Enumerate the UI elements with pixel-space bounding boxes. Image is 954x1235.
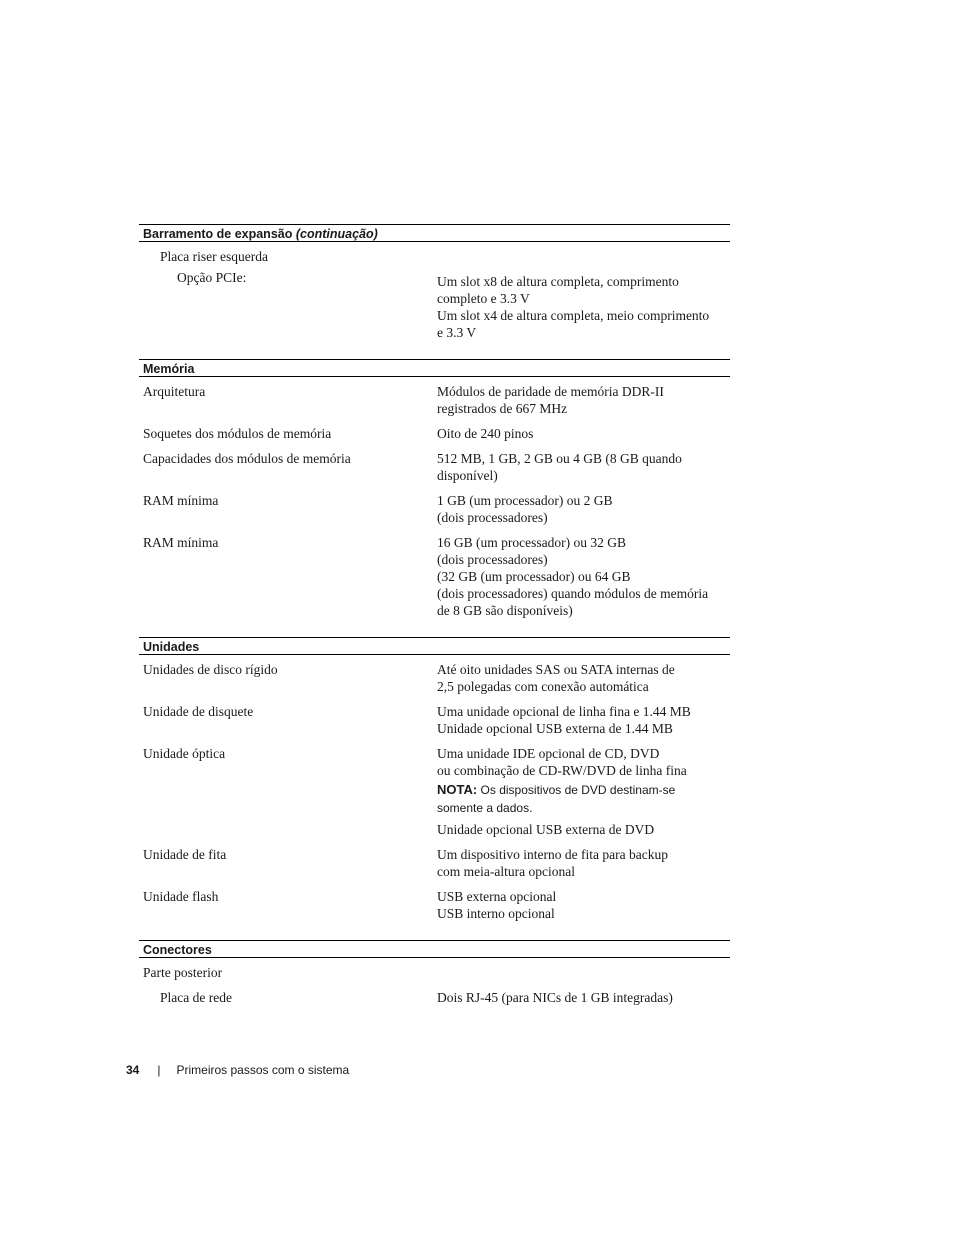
section-header-drives	[139, 637, 730, 655]
spec-row	[139, 492, 730, 526]
spec-value: Dois RJ-45 (para NICs de 1 GB integradas)	[437, 990, 673, 1005]
spec-value	[437, 269, 730, 341]
spec-row	[139, 450, 730, 484]
value-line: Unidade opcional USB externa de DVD	[437, 822, 655, 837]
value-line: Uma unidade opcional de linha fina e 1.44 MB	[437, 704, 691, 719]
spec-label: Unidades de disco rígido	[143, 662, 278, 677]
note-text: somente a dados.	[437, 801, 533, 815]
value-line: com meia-altura opcional	[437, 864, 575, 879]
spec-value	[437, 745, 730, 838]
value-line: Módulos de paridade de memória DDR-II	[437, 384, 664, 399]
spec-table	[139, 224, 730, 1024]
value-line: (dois processadores)	[437, 510, 548, 525]
value-line: (dois processadores) quando módulos de memória	[437, 586, 709, 601]
spec-label: RAM mínima	[143, 493, 219, 508]
value-line: 16 GB (um processador) ou 32 GB	[437, 535, 626, 550]
spec-value	[437, 492, 730, 526]
section-title: Unidades	[143, 640, 200, 654]
footer-separator: |	[157, 1063, 161, 1077]
section-header-connectors	[139, 940, 730, 958]
spec-label: RAM mínima	[143, 535, 219, 550]
value-line: Oito de 240 pinos	[437, 426, 534, 441]
spec-row	[139, 745, 730, 838]
section-body-expansion	[139, 242, 730, 359]
value-line: Um dispositivo interno de fita para backup	[437, 847, 668, 862]
spec-row	[139, 846, 730, 880]
spec-row	[139, 888, 730, 922]
value-line: e 3.3 V	[437, 325, 477, 340]
spec-value	[437, 703, 730, 737]
spec-label: Opção PCIe:	[177, 270, 247, 285]
value-line: USB interno opcional	[437, 906, 555, 921]
section-body-connectors	[139, 958, 730, 1024]
spec-label: Soquetes dos módulos de memória	[143, 426, 332, 441]
spec-label: Unidade flash	[143, 889, 219, 904]
value-line: ou combinação de CD-RW/DVD de linha fina	[437, 763, 687, 778]
spec-value	[437, 383, 730, 417]
value-line: completo e 3.3 V	[437, 291, 530, 306]
page-footer	[126, 1063, 349, 1077]
section-title: Barramento de expansão	[143, 227, 293, 241]
section-title: Conectores	[143, 943, 212, 957]
spec-label: Unidade óptica	[143, 746, 226, 761]
spec-value	[437, 888, 730, 922]
spec-row	[139, 989, 730, 1006]
value-line: (32 GB (um processador) ou 64 GB	[437, 569, 631, 584]
spec-row	[139, 661, 730, 695]
note-label: NOTA:	[437, 782, 478, 797]
spec-row	[139, 383, 730, 417]
spec-row	[139, 269, 730, 341]
value-line: USB externa opcional	[437, 889, 557, 904]
value-line: Uma unidade IDE opcional de CD, DVD	[437, 746, 660, 761]
spec-label: Unidade de disquete	[143, 704, 254, 719]
spec-value	[437, 425, 730, 442]
spec-label: Placa riser esquerda	[160, 249, 268, 264]
section-body-memory	[139, 377, 730, 637]
spec-row	[139, 534, 730, 619]
section-title: Memória	[143, 362, 195, 376]
value-line: de 8 GB são disponíveis)	[437, 603, 573, 618]
section-body-drives	[139, 655, 730, 940]
value-line: 2,5 polegadas com conexão automática	[437, 679, 649, 694]
value-line: Um slot x8 de altura completa, comprimento	[437, 274, 679, 289]
value-line: 512 MB, 1 GB, 2 GB ou 4 GB (8 GB quando	[437, 451, 682, 466]
spec-row	[139, 964, 730, 981]
value-line: 1 GB (um processador) ou 2 GB	[437, 493, 613, 508]
page-number: 34	[126, 1063, 140, 1077]
note-text: Os dispositivos de DVD destinam-se	[480, 783, 676, 797]
value-line: disponível)	[437, 468, 498, 483]
spec-label: Unidade de fita	[143, 847, 227, 862]
footer-title: Primeiros passos com o sistema	[176, 1063, 350, 1077]
value-line: Unidade opcional USB externa de 1.44 MB	[437, 721, 673, 736]
spec-label: Parte posterior	[143, 965, 223, 980]
spec-row	[139, 248, 730, 265]
spec-value	[437, 846, 730, 880]
section-header-expansion	[139, 224, 730, 242]
spec-value	[437, 661, 730, 695]
spec-row	[139, 703, 730, 737]
note-block	[437, 781, 730, 817]
continuation-label: (continuação)	[295, 227, 378, 241]
spec-row	[139, 425, 730, 442]
spec-value	[437, 450, 730, 484]
spec-value	[437, 534, 730, 619]
value-line: (dois processadores)	[437, 552, 548, 567]
value-line: Um slot x4 de altura completa, meio comprimento	[437, 308, 710, 323]
spec-label: Placa de rede	[160, 990, 232, 1005]
spec-label: Arquitetura	[143, 384, 206, 399]
section-header-memory	[139, 359, 730, 377]
value-line: registrados de 667 MHz	[437, 401, 568, 416]
value-line: Até oito unidades SAS ou SATA internas de	[437, 662, 675, 677]
spec-label: Capacidades dos módulos de memória	[143, 451, 351, 466]
